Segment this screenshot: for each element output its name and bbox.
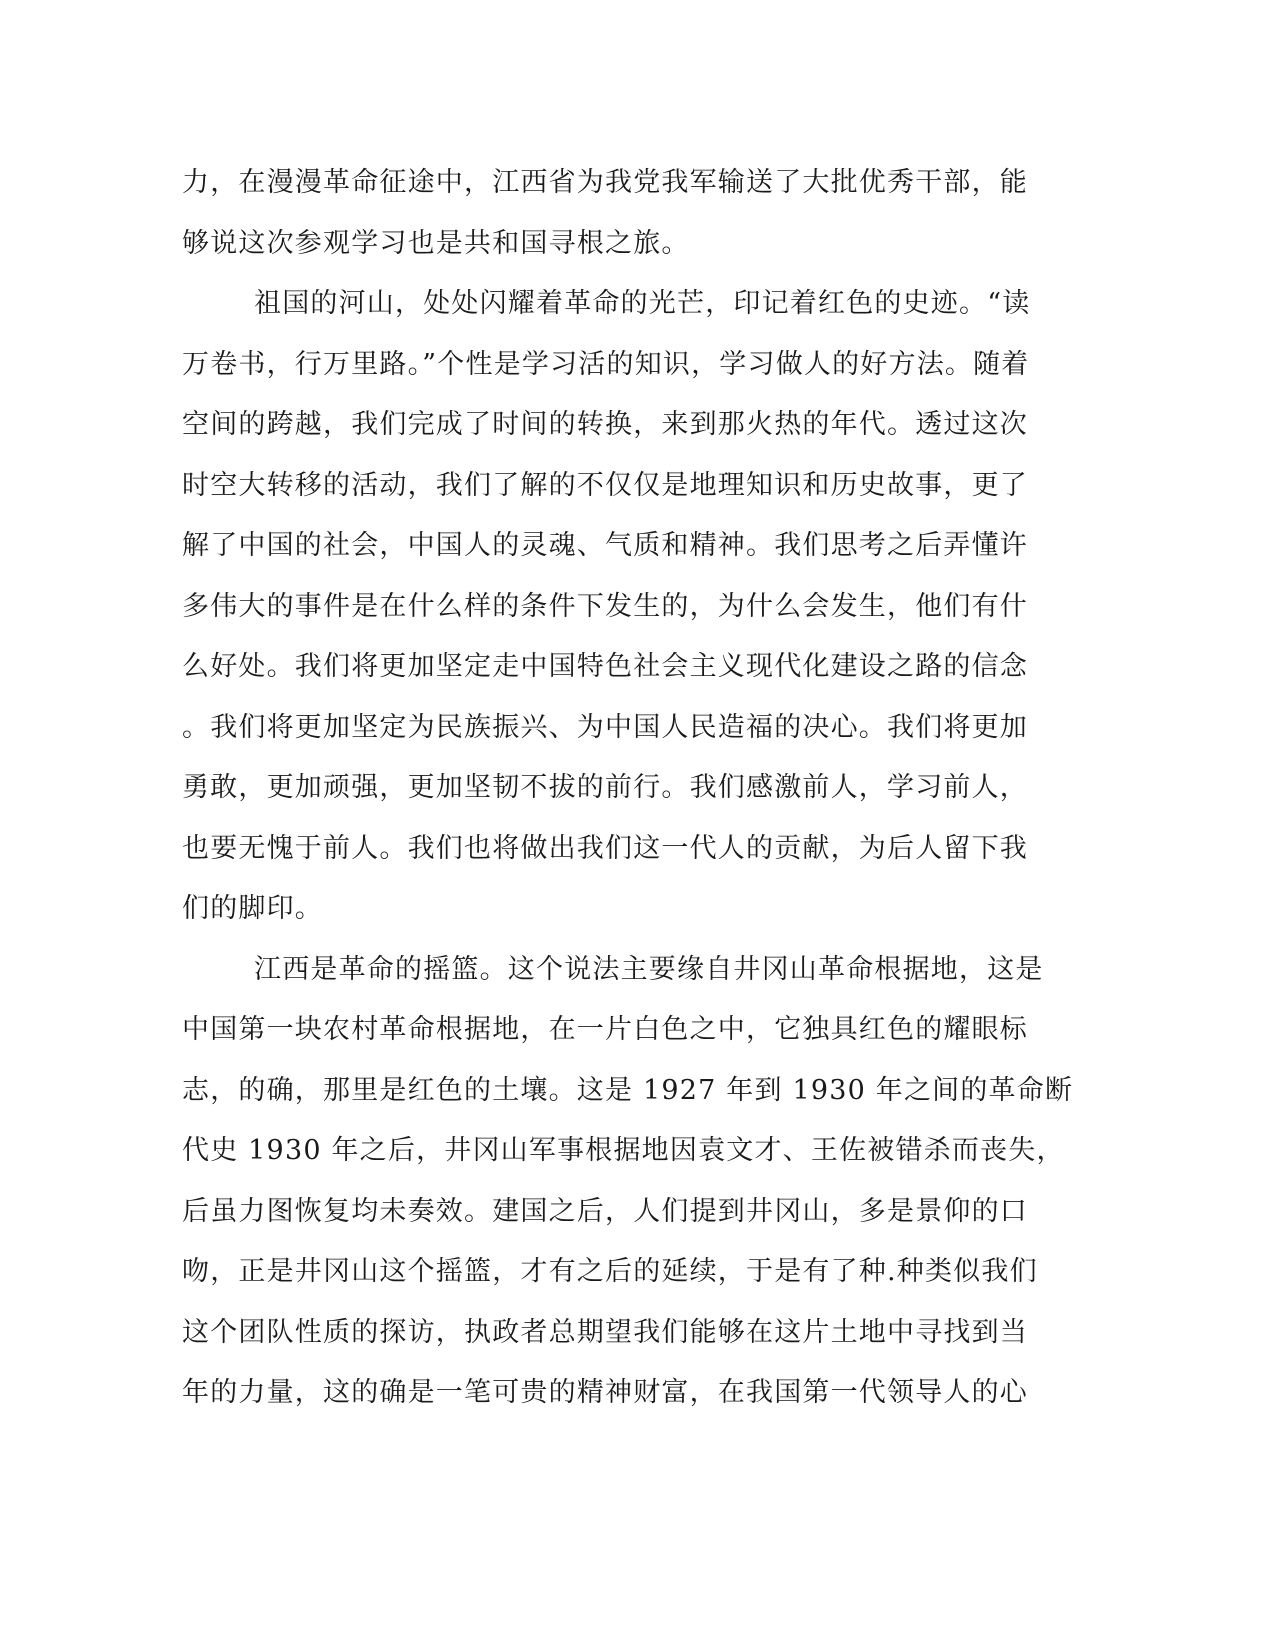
text-line: 这个团队性质的探访，执政者总期望我们能够在这片土地中寻找到当 [182,1316,1028,1348]
paragraph [182,274,1032,940]
text-line: 勇敢，更加顽强，更加坚韧不拔的前行。我们感激前人，学习前人， [182,772,1028,803]
text-line: 志，的确，那里是红色的土壤。这是 1927 年到 1930 年之间的革命断 [182,1074,1074,1106]
text-line: 。我们将更加坚定为民族振兴、为中国人民造福的决心。我们将更加 [182,711,1028,743]
text-line: 时空大转移的活动，我们了解的不仅仅是地理知识和历史故事，更了 [182,469,1028,501]
text-line: 中国第一块农村革命根据地，在一片白色之中，它独具红色的耀眼标 [182,1014,1028,1045]
text-line: 吻，正是井冈山这个摇篮，才有之后的延续，于是有了种.种类似我们 [182,1256,1038,1287]
text-line: 后虽力图恢复均未奏效。建国之后，人们提到井冈山，多是景仰的口 [182,1195,1028,1227]
text-line: 力，在漫漫革命征途中，江西省为我党我军输送了大批优秀干部，能 [182,167,1028,198]
text-line: 代史 1930 年之后，井冈山军事根据地因袁文才、王佐被错杀而丧失， [182,1135,1065,1166]
text-line: 解了中国的社会，中国人的灵魂、气质和精神。我们思考之后弄懂许 [182,530,1028,561]
paragraph [182,940,1074,1424]
text-line: 江西是革命的摇篮。这个说法主要缘自井冈山革命根据地，这是 [254,953,1044,985]
text-line: 够说这次参观学习也是共和国寻根之旅。 [182,227,690,259]
text-line: 祖国的河山，处处闪耀着革命的光芒，印记着红色的史迹。“读 [254,288,1031,319]
text-line: 空间的跨越，我们完成了时间的转换，来到那火热的年代。透过这次 [182,409,1028,440]
text-line: 多伟大的事件是在什么样的条件下发生的，为什么会发生，他们有什 [182,590,1028,622]
text-line: 年的力量，这的确是一笔可贵的精神财富，在我国第一代领导人的心 [182,1377,1028,1408]
text-line: 也要无愧于前人。我们也将做出我们这一代人的贡献，为后人留下我 [182,832,1028,864]
text-line: 么好处。我们将更加坚定走中国特色社会主义现代化建设之路的信念 [182,651,1028,682]
paragraph [182,153,1032,274]
document-body [182,153,1074,1424]
text-line: 万卷书，行万里路。”个性是学习活的知识，学习做人的好方法。随着 [182,348,1030,380]
text-line: 们的脚印。 [182,893,323,924]
